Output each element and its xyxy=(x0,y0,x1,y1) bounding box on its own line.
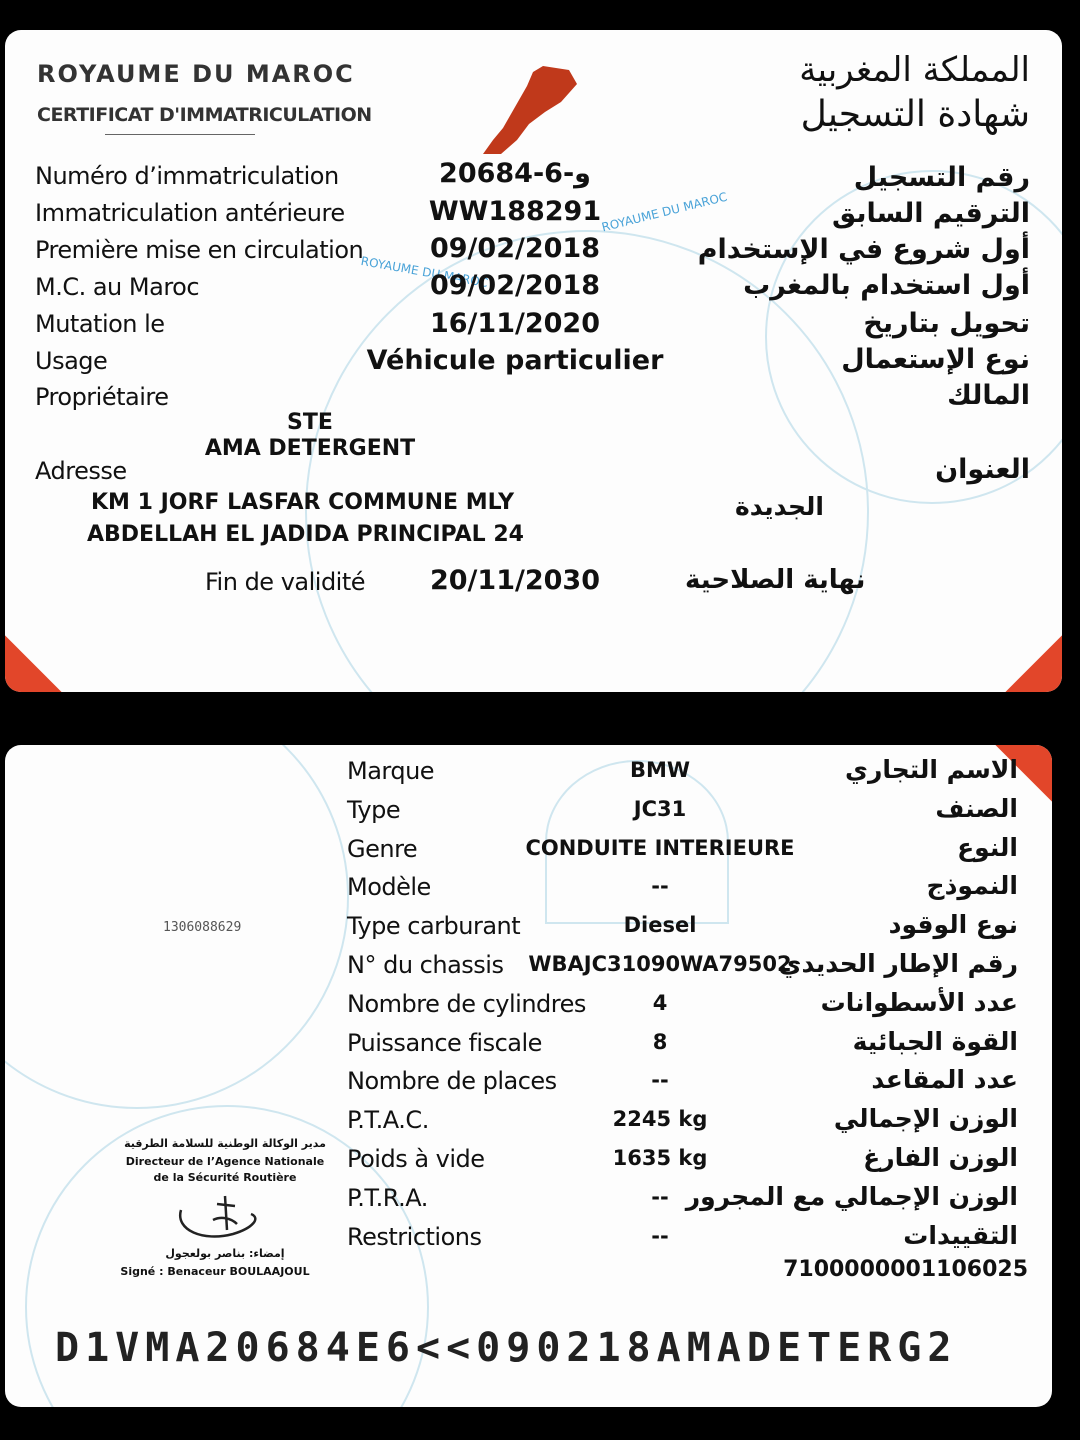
validity-label-ar: نهاية الصلاحية xyxy=(685,565,866,595)
security-microtext: ROYAUME DU MAROC xyxy=(600,189,729,235)
field-label-ar: رقم التسجيل xyxy=(853,162,1030,193)
corner-accent xyxy=(1005,635,1062,692)
kingdom-title-fr: ROYAUME DU MAROC xyxy=(37,60,355,88)
signature-icon xyxy=(173,1190,268,1245)
field-label-ar: القوة الجبائية xyxy=(852,1026,1018,1056)
registration-number: 20684-و-6 xyxy=(439,158,591,189)
field-label-fr: Immatriculation antérieure xyxy=(35,199,345,227)
field-label-fr: M.C. au Maroc xyxy=(35,273,200,301)
field-value: 4 xyxy=(652,990,668,1015)
field-value: JC31 xyxy=(633,796,687,821)
usage-value: Véhicule particulier xyxy=(366,345,664,376)
field-value: -- xyxy=(651,1184,669,1209)
field-label-ar: الصنف xyxy=(935,793,1018,823)
registration-card-front xyxy=(5,30,1062,692)
morocco-map-icon xyxy=(473,62,583,157)
kingdom-title-ar: المملكة المغربية xyxy=(799,50,1030,90)
authority-title-ar: مدير الوكالة الوطنية للسلامة الطرقية xyxy=(124,1137,326,1150)
signed-fr: Signé : Benaceur BOULAAJOUL xyxy=(120,1265,310,1278)
field-label-ar: أول شروع في الإستخدام xyxy=(697,234,1030,265)
field-value: 1635 kg xyxy=(612,1146,708,1170)
field-label-ar: الوزن الفارغ xyxy=(863,1143,1018,1172)
mutation-date: 16/11/2020 xyxy=(429,308,600,339)
field-label-fr: Poids à vide xyxy=(347,1145,485,1173)
field-label-fr: P.T.R.A. xyxy=(347,1183,428,1212)
field-label-fr: Marque xyxy=(347,757,435,785)
authority-title-fr-1: Directeur de l’Agence Nationale xyxy=(125,1155,325,1168)
field-value: -- xyxy=(651,1068,669,1093)
signed-ar: إمضاء: بناصر بولعجول xyxy=(165,1247,285,1260)
header-divider xyxy=(105,134,255,135)
field-label-ar: أول استخدام بالمغرب xyxy=(743,270,1030,301)
validity-date: 20/11/2030 xyxy=(429,565,600,596)
field-label-fr: P.T.A.C. xyxy=(347,1106,429,1135)
first-circulation-date: 09/02/2018 xyxy=(429,233,600,264)
morocco-circulation-date: 09/02/2018 xyxy=(429,270,600,301)
field-label-ar: تحويل بتاريخ xyxy=(863,308,1030,339)
field-value: BMW xyxy=(629,758,691,782)
security-microtext: ROYAUME DU MAROC xyxy=(359,253,490,291)
field-label-ar: الترقيم السابق xyxy=(832,198,1030,229)
field-label-fr: Nombre de cylindres xyxy=(347,989,586,1018)
field-value: 8 xyxy=(652,1029,668,1054)
field-label-ar: التقييدات xyxy=(903,1220,1018,1250)
field-label-ar: نوع الوقود xyxy=(888,910,1018,940)
certificate-title-fr: CERTIFICAT D'IMMATRICULATION xyxy=(37,104,372,126)
field-label-fr: Genre xyxy=(347,834,418,863)
address-label-ar: العنوان xyxy=(935,454,1030,485)
field-value: WBAJC31090WA79502 xyxy=(528,952,792,976)
previous-registration: WW188291 xyxy=(428,196,602,227)
address-line2: ABDELLAH EL JADIDA PRINCIPAL 24 xyxy=(87,522,524,547)
address-line1: KM 1 JORF LASFAR COMMUNE MLY xyxy=(91,490,515,515)
field-label-fr: Type carburant xyxy=(347,912,521,941)
field-label-fr: Numéro d’immatriculation xyxy=(35,162,339,190)
field-label-fr: Puissance fiscale xyxy=(347,1028,542,1057)
field-value: -- xyxy=(651,1223,669,1248)
field-label-fr: Mutation le xyxy=(35,310,165,338)
field-label-ar: نوع الإستعمال xyxy=(841,344,1030,375)
field-value: Diesel xyxy=(623,913,697,938)
field-label-ar: الوزن الإجمالي xyxy=(833,1104,1018,1134)
registration-card-back xyxy=(5,745,1052,1407)
field-label-fr: Usage xyxy=(35,347,108,375)
machine-readable-zone: D1VMA20684E6<<090218AMADETERG2 xyxy=(55,1325,958,1371)
validity-label-fr: Fin de validité xyxy=(205,568,366,596)
field-label-fr: Restrictions xyxy=(347,1222,482,1251)
address-label-fr: Adresse xyxy=(35,457,127,485)
field-value: -- xyxy=(651,874,669,899)
field-label-ar: رقم الإطار الحديدي xyxy=(778,949,1018,978)
owner-label-fr: Propriétaire xyxy=(35,383,169,411)
owner-name-line1: STE xyxy=(287,410,333,435)
field-label-fr: Première mise en circulation xyxy=(35,236,364,264)
field-label-ar: الاسم التجاري xyxy=(845,755,1018,784)
owner-name-line2: AMA DETERGENT xyxy=(204,436,416,461)
authority-title-fr-2: de la Sécurité Routière xyxy=(153,1171,297,1184)
field-value: 2245 kg xyxy=(612,1107,708,1132)
serial-small: 1306088629 xyxy=(163,920,242,935)
field-label-ar: عدد المقاعد xyxy=(871,1065,1018,1095)
field-label-ar: الوزن الإجمالي مع المجرور xyxy=(685,1181,1018,1211)
certificate-title-ar: شهادة التسجيل xyxy=(800,94,1030,135)
field-label-fr: Modèle xyxy=(347,873,431,902)
field-label-fr: Type xyxy=(347,795,401,824)
owner-label-ar: المالك xyxy=(947,380,1030,411)
corner-accent xyxy=(5,635,62,692)
city-ar: الجديدة xyxy=(735,492,825,521)
field-label-fr: Nombre de places xyxy=(347,1067,557,1096)
field-label-fr: N° du chassis xyxy=(347,951,504,979)
field-label-ar: النموذج xyxy=(926,871,1018,901)
field-label-ar: النوع xyxy=(957,832,1018,862)
field-value: CONDUITE INTERIEURE xyxy=(525,835,795,860)
card-serial-number: 7100000001106025 xyxy=(783,1257,1028,1282)
field-label-ar: عدد الأسطوانات xyxy=(820,987,1018,1017)
